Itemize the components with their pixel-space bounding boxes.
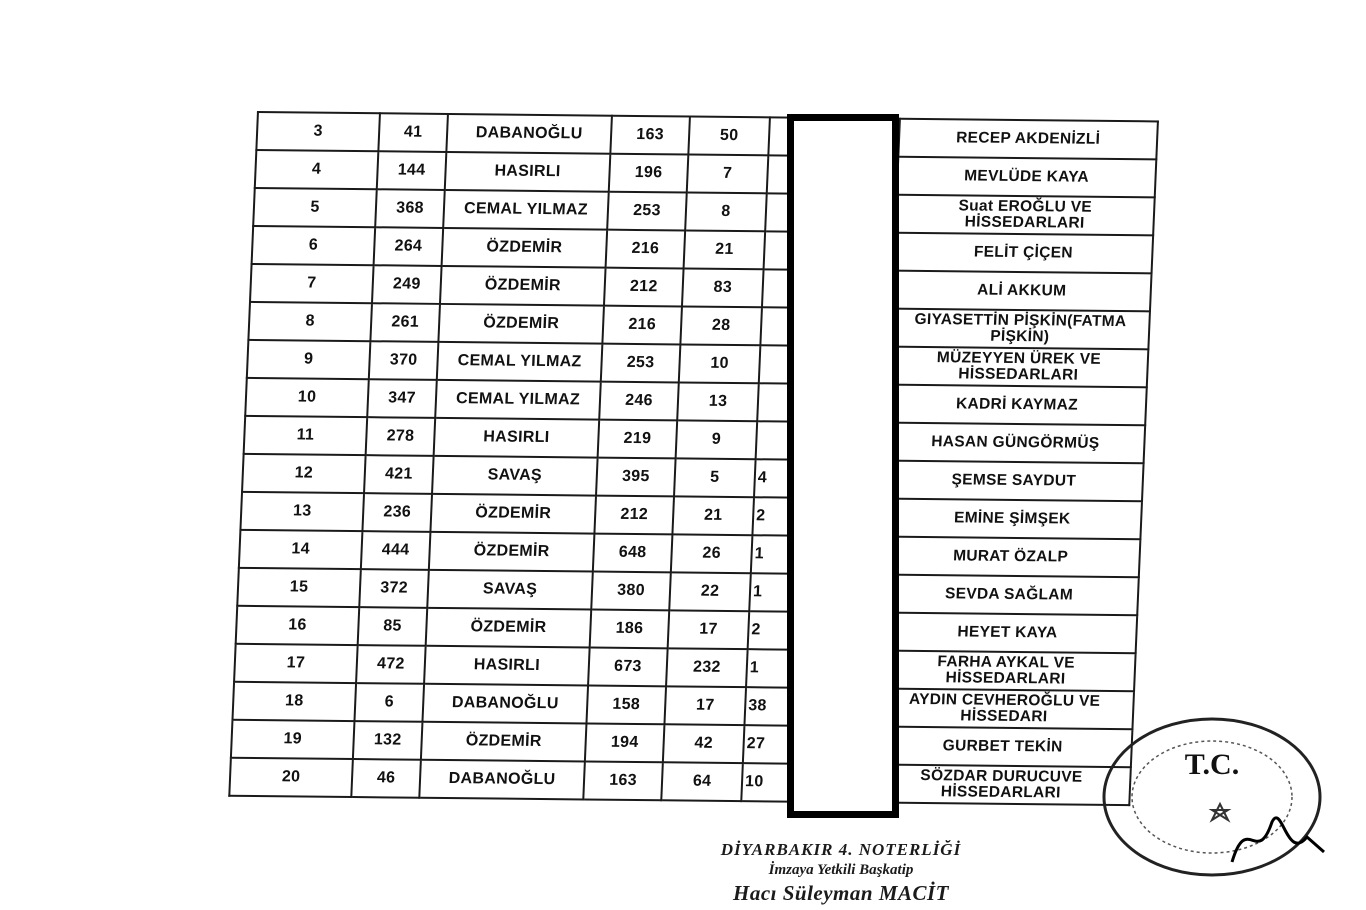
owner-name: EMİNE ŞİMŞEK: [882, 499, 1142, 540]
owner-name: MEVLÜDE KAYA: [897, 157, 1157, 198]
owner-name: ŞEMSE SAYDUT: [884, 461, 1144, 502]
mahalle-name: SAVAŞ: [432, 456, 598, 496]
table-row: [229, 758, 1131, 805]
mahalle-name: ÖZDEMİR: [430, 494, 596, 534]
ada-number: 368: [375, 189, 445, 228]
parsel-number: 216: [606, 230, 686, 269]
owner-name: FARHA AYKAL VE HİSSEDARLARI: [876, 651, 1136, 692]
partial-value-left: [767, 232, 769, 268]
partial-value-left: 2: [751, 621, 762, 639]
owner-name: SÖZDAR DURUCUVE HİSSEDARLARI: [871, 764, 1131, 805]
ada-number: 6: [354, 683, 424, 722]
row-number: 9: [247, 340, 371, 379]
partial-value-left: 1: [752, 583, 763, 601]
mahalle-name: ÖZDEMİR: [429, 532, 595, 572]
parsel-number: 673: [588, 648, 668, 687]
redaction-box: [787, 114, 899, 818]
row-number: 18: [232, 682, 356, 721]
owner-name: HASAN GÜNGÖRMÜŞ: [886, 423, 1146, 464]
parsel-number: 395: [596, 458, 676, 497]
owner-name: AYDIN CEVHEROĞLU VE HİSSEDARI: [874, 689, 1134, 730]
row-number: 5: [253, 188, 377, 227]
mahalle-name: DABANOĞLU: [446, 114, 612, 154]
stamp-text: T.C.: [1184, 748, 1240, 781]
row-number: 10: [245, 378, 369, 417]
land-table-wrapper: [228, 111, 1159, 806]
mahalle-name: CEMAL YILMAZ: [435, 380, 601, 420]
owner-name: KADRİ KAYMAZ: [887, 385, 1147, 426]
ada-number: 421: [364, 455, 434, 494]
mahalle-name: HASIRLI: [445, 152, 611, 192]
row-number: 15: [237, 568, 361, 607]
partial-value-left: [762, 346, 764, 382]
ada-number: 41: [378, 113, 448, 152]
parsel-number: 186: [590, 610, 670, 649]
table-body: [229, 112, 1158, 805]
hisse-value: 28: [680, 306, 762, 345]
ada-number: 85: [358, 607, 428, 646]
ada-number: 347: [367, 379, 437, 418]
parsel-number: 648: [593, 534, 673, 573]
partial-value-left: [760, 384, 762, 420]
notary-office: DİYARBAKIR 4. NOTERLİĞİ: [720, 840, 962, 859]
row-number: 20: [229, 758, 353, 797]
notary-role: İmzaya Yetkili Başkatip: [768, 862, 914, 878]
hisse-value: 10: [679, 344, 761, 383]
parsel-number: 216: [602, 306, 682, 345]
partial-value-left: [768, 194, 770, 230]
owner-name: GIYASETTİN PİŞKİN(FATMA PİŞKİN): [890, 309, 1150, 350]
partial-value-left: 4: [757, 469, 768, 487]
parsel-number: 196: [609, 154, 689, 193]
notary-stamp-seal: [1062, 712, 1332, 882]
hisse-value: 17: [668, 610, 750, 649]
mahalle-name: ÖZDEMİR: [421, 722, 587, 762]
mahalle-name: ÖZDEMİR: [438, 304, 604, 344]
row-number: 12: [242, 454, 366, 493]
parsel-number: 219: [598, 420, 678, 459]
hisse-value: 22: [669, 572, 751, 611]
mahalle-name: CEMAL YILMAZ: [437, 342, 603, 382]
mahalle-name: DABANOĞLU: [419, 760, 585, 800]
owner-name: FELİT ÇİÇEN: [894, 233, 1154, 274]
row-number: 19: [231, 720, 355, 759]
ada-number: 261: [370, 303, 440, 342]
ada-number: 370: [369, 341, 439, 380]
land-ownership-table: [228, 111, 1159, 806]
partial-value-left: 27: [746, 735, 766, 753]
mahalle-name: SAVAŞ: [427, 570, 593, 610]
partial-value-left: 1: [754, 545, 765, 563]
hisse-value: 42: [663, 724, 745, 763]
owner-name: GURBET TEKİN: [873, 726, 1133, 767]
mahalle-name: HASIRLI: [424, 646, 590, 686]
mahalle-name: ÖZDEMİR: [440, 266, 606, 306]
parsel-number: 253: [601, 344, 681, 383]
ada-number: 46: [351, 759, 421, 798]
ada-number: 249: [372, 265, 442, 304]
row-number: 6: [252, 226, 376, 265]
owner-name: MÜZEYYEN ÜREK VE HİSSEDARLARI: [889, 347, 1149, 388]
hisse-value: 7: [687, 155, 769, 194]
parsel-number: 158: [586, 685, 666, 724]
row-number: 4: [255, 150, 379, 189]
partial-value-left: [765, 270, 767, 306]
row-number: 14: [239, 530, 363, 569]
ada-number: 236: [362, 493, 432, 532]
hisse-value: 5: [674, 458, 756, 497]
owner-name: RECEP AKDENİZLİ: [898, 119, 1158, 160]
partial-value-left: 10: [744, 773, 764, 791]
row-number: 7: [250, 264, 374, 303]
partial-value-left: [770, 156, 772, 192]
row-number: 3: [256, 112, 380, 151]
row-number: 17: [234, 644, 358, 683]
hisse-value: 21: [672, 496, 754, 535]
partial-value-left: [759, 422, 761, 458]
partial-value-left: [771, 118, 773, 154]
signature-scribble: [1232, 818, 1324, 862]
row-number: 16: [236, 606, 360, 645]
ada-number: 132: [353, 721, 423, 760]
ada-number: 372: [359, 569, 429, 608]
ada-number: 278: [366, 417, 436, 456]
hisse-value: 50: [688, 117, 770, 156]
ada-number: 472: [356, 645, 426, 684]
hisse-value: 21: [684, 230, 766, 269]
mahalle-name: CEMAL YILMAZ: [443, 190, 609, 230]
parsel-number: 212: [604, 268, 684, 307]
partial-value-left: 2: [755, 507, 766, 525]
mahalle-name: DABANOĞLU: [422, 684, 588, 724]
parsel-number: 253: [607, 192, 687, 231]
partial-value-left: 38: [747, 697, 768, 715]
owner-name: Suat EROĞLU VE HİSSEDARLARI: [895, 195, 1155, 236]
partial-value-left: 1: [749, 659, 760, 677]
hisse-value: 13: [677, 382, 759, 421]
hisse-value: 26: [671, 534, 753, 573]
parsel-number: 163: [610, 116, 690, 155]
ada-number: 264: [374, 227, 444, 266]
mahalle-name: ÖZDEMİR: [442, 228, 608, 268]
parsel-number: 246: [599, 382, 679, 421]
hisse-value: 17: [664, 686, 746, 725]
hisse-value: 8: [685, 193, 767, 232]
owner-name: SEVDA SAĞLAM: [879, 575, 1139, 616]
row-number: 13: [240, 492, 364, 531]
parsel-number: 163: [583, 761, 663, 800]
owner-name: HEYET KAYA: [878, 613, 1138, 654]
owner-name: MURAT ÖZALP: [881, 537, 1141, 578]
hisse-value: 9: [676, 420, 758, 459]
parsel-number: 194: [585, 723, 665, 762]
hisse-value: 232: [666, 648, 748, 687]
partial-value-left: [763, 308, 765, 344]
row-number: 8: [248, 302, 372, 341]
mahalle-name: HASIRLI: [434, 418, 600, 458]
notary-signature-block: [676, 840, 1006, 906]
owner-name: ALİ AKKUM: [892, 271, 1152, 312]
parsel-number: 380: [591, 572, 671, 611]
mahalle-name: ÖZDEMİR: [426, 608, 592, 648]
row-number: 11: [244, 416, 368, 455]
hisse-value: 83: [682, 268, 764, 307]
hisse-value: 64: [661, 762, 743, 801]
parsel-number: 212: [594, 496, 674, 535]
ada-number: 444: [361, 531, 431, 570]
notary-name: Hacı Süleyman MACİT: [732, 881, 950, 905]
ada-number: 144: [377, 151, 447, 190]
